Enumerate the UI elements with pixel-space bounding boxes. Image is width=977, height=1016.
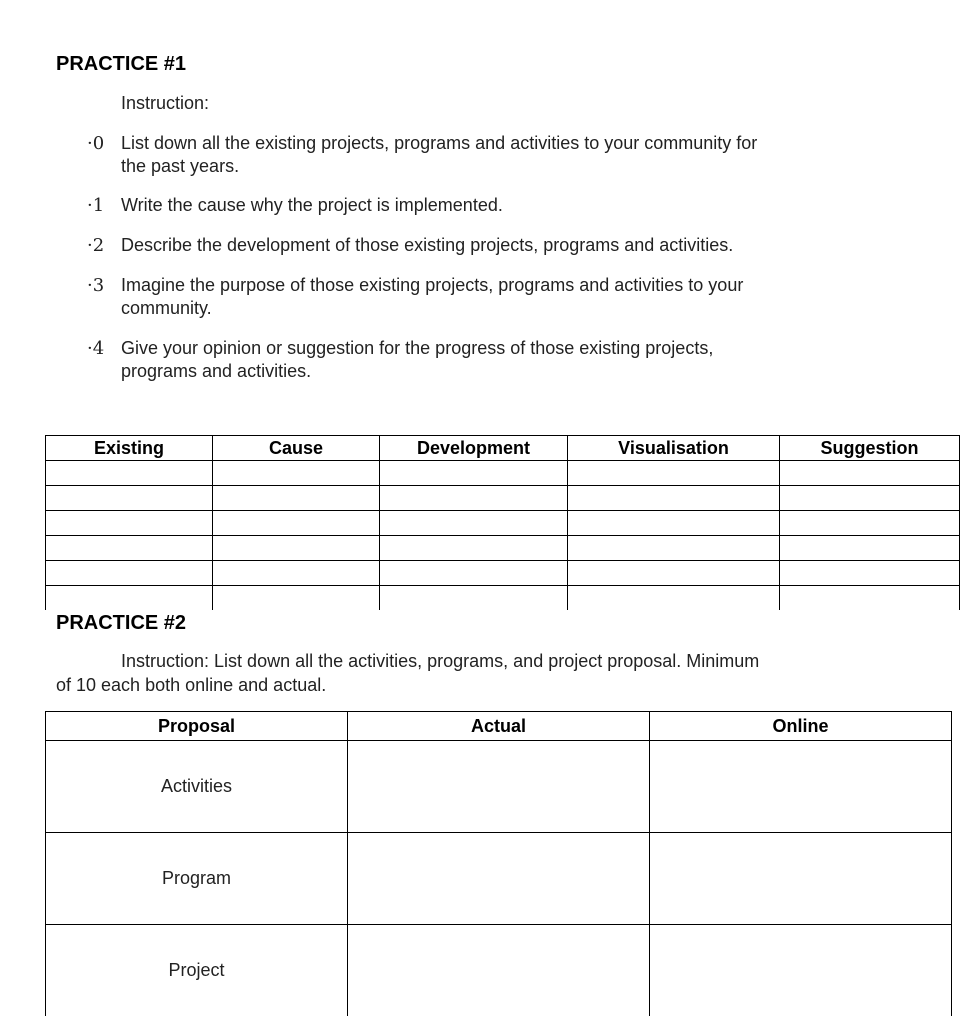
bullet-marker: ·0 [87,132,104,155]
table-cell[interactable] [46,536,213,561]
table-cell[interactable] [213,511,380,536]
row-label-program: Program [46,833,348,925]
table-row [46,561,960,586]
practice-2-instruction-line: Instruction: List down all the activities, programs, and project proposal. Minimum [121,650,759,673]
table-cell[interactable] [780,561,960,586]
bullet-text-line: programs and activities. [121,360,841,383]
bullet-text-line: List down all the existing projects, programs and activities to your community for [121,132,841,155]
table-cell[interactable] [380,536,568,561]
table-cell[interactable] [380,586,568,611]
row-label-activities: Activities [46,741,348,833]
bullet-marker: ·4 [87,337,104,360]
column-header-development: Development [380,436,568,461]
table-cell[interactable] [380,511,568,536]
column-header-actual: Actual [348,712,650,741]
table-cell[interactable] [46,461,213,486]
table-cell[interactable] [213,586,380,611]
table-cell[interactable] [568,486,780,511]
table-cell[interactable] [213,536,380,561]
table-cell[interactable] [46,486,213,511]
bullet-text-line: Imagine the purpose of those existing projects, programs and activities to your [121,274,841,297]
table-cell[interactable] [650,925,952,1016]
column-header-proposal: Proposal [46,712,348,741]
table-row [46,833,952,925]
table-row [46,741,952,833]
table-cell[interactable] [213,561,380,586]
table-row [46,586,960,611]
bullet-marker: ·3 [87,274,104,297]
bullet-marker: ·2 [87,234,104,257]
bullet-text-line: community. [121,297,841,320]
table-cell[interactable] [46,561,213,586]
table-cell[interactable] [46,511,213,536]
table-cell[interactable] [46,586,213,611]
table-cell[interactable] [213,461,380,486]
bullet-marker: ·1 [87,194,104,217]
table-row [46,925,952,1016]
table-cell[interactable] [213,486,380,511]
bullet-text-line: Give your opinion or suggestion for the progress of those existing projects, [121,337,841,360]
column-header-cause: Cause [213,436,380,461]
column-header-existing: Existing [46,436,213,461]
bullet-text-line: the past years. [121,155,841,178]
table-cell[interactable] [780,511,960,536]
table-cell[interactable] [348,741,650,833]
table-cell[interactable] [348,925,650,1016]
table-cell[interactable] [650,833,952,925]
table-cell[interactable] [568,561,780,586]
table-cell[interactable] [650,741,952,833]
practice-1-title: PRACTICE #1 [56,53,186,76]
column-header-online: Online [650,712,952,741]
table-row [46,461,960,486]
table-cell[interactable] [568,461,780,486]
practice-2-instruction-line: of 10 each both online and actual. [56,674,326,697]
table-cell[interactable] [568,511,780,536]
practice-1-instruction-label: Instruction: [121,92,209,115]
table-cell[interactable] [780,486,960,511]
column-header-visualisation: Visualisation [568,436,780,461]
table-row [46,536,960,561]
table-cell[interactable] [348,833,650,925]
table-header-row [46,436,960,461]
table-row [46,486,960,511]
table-cell[interactable] [380,561,568,586]
practice-2-title: PRACTICE #2 [56,612,186,635]
column-header-suggestion: Suggestion [780,436,960,461]
bullet-text-line: Write the cause why the project is implemented. [121,194,841,217]
table-cell[interactable] [380,486,568,511]
bullet-text-line: Describe the development of those existing projects, programs and activities. [121,234,841,257]
table-cell[interactable] [780,536,960,561]
table-cell[interactable] [568,536,780,561]
table-cell[interactable] [380,461,568,486]
table-row [46,511,960,536]
row-label-project: Project [46,925,348,1016]
table-cell[interactable] [568,586,780,611]
practice-2-table [45,711,952,1016]
table-cell[interactable] [780,586,960,611]
table-cell[interactable] [780,461,960,486]
practice-1-table [45,435,960,610]
table-header-row [46,712,952,741]
